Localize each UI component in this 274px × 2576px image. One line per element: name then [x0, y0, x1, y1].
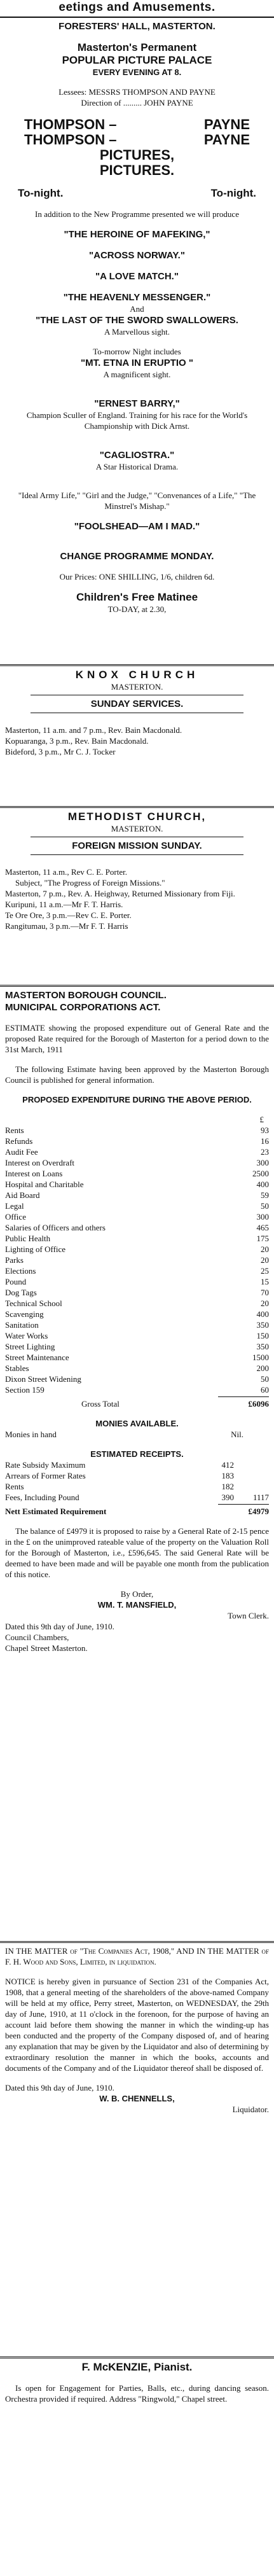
knox-line-1: Masterton, 11 a.m. and 7 p.m., Rev. Bain Macdonald. [5, 725, 182, 735]
programme-2: "ACROSS NORWAY." [89, 250, 185, 261]
expenditure-row [5, 1146, 269, 1157]
monies-label: Monies in hand [5, 1430, 57, 1439]
expenditure-item: Water Works [5, 1331, 48, 1340]
borough-para-2: The following Estimate having been approved by the Masterton Borough Council is published for general information. [5, 1064, 269, 1085]
borough-dated: Dated this 9th day of June, 1910. [5, 1622, 114, 1631]
prices: Our Prices: ONE SHILLING, 1/6, children 6d. [59, 572, 215, 581]
liquidator-name: W. B. CHENNELLS, [99, 2094, 175, 2103]
receipt-row [5, 1470, 269, 1481]
expenditure-amount: 23 [261, 1147, 269, 1157]
expenditure-amount: 20 [261, 1244, 269, 1254]
expenditure-item: Legal [5, 1201, 24, 1211]
expenditure-row [5, 1298, 269, 1309]
methodist-sub: FOREIGN MISSION SUNDAY. [72, 840, 202, 851]
companies-head: IN THE MATTER of "The Companies Act, 1908," AND IN THE MATTER of F. H. Wood and Sons, Limited, in liquidation. [5, 1946, 269, 1967]
expenditure-amount: 175 [256, 1234, 269, 1243]
methodist-line-4: Kuripuni, 11 a.m.—Mr F. T. Harris. [5, 900, 123, 909]
logo-left-top: THOMPSON – [24, 116, 117, 132]
expenditure-amount: 350 [256, 1342, 269, 1351]
programme-1: "THE HEROINE OF MAFEKING," [64, 229, 210, 240]
logo-pictures: PICTURES, [99, 147, 175, 163]
programme-4: "THE HEAVENLY MESSENGER." [63, 292, 211, 303]
clerk-name: WM. T. MANSFIELD, [97, 1600, 177, 1610]
expenditure-row [5, 1265, 269, 1276]
tonight-left: To-night. [18, 187, 64, 199]
matinee: Children's Free Matinee [76, 591, 198, 603]
expenditure-row [5, 1374, 269, 1384]
expenditure-item: Section 159 [5, 1385, 45, 1395]
programme-6: "MT. ETNA IN ERUPTIO " [80, 358, 193, 368]
expenditure-amount: 93 [261, 1125, 269, 1135]
liquidator-title: Liquidator. [232, 2105, 269, 2114]
direction: Direction of ......... JOHN PAYNE [81, 98, 193, 108]
knox-sub: SUNDAY SERVICES. [90, 699, 184, 709]
expenditure-item: Scavenging [5, 1309, 44, 1319]
expenditure-amount: 300 [256, 1158, 269, 1167]
borough-para-1-text: ESTIMATE showing the proposed expenditure out of General Rate and the proposed Rate required for the Borough of Masterton for a period down to the 31st March, 1911 [5, 1023, 269, 1054]
companies-body: NOTICE is hereby given in pursuance of Section 231 of the Companies Act, 1908, that a general meeting of the shareholders of the above-named Company will be held at my office, Perry street, Masterton, on WEDNESDAY, the 29th day of June, 1910, at 11 o'clock in the forenoon, for the purpose of having an account laid before them showing the manner in which the winding-up has been conducted and the property of the Company disposed of, and of hearing any explanation that may be given by the Liquidator and also of determining by extraordinary resolution the manner in which the books, accounts and documents of the Company and of the Liquidator thereof shall be disposed of. [5, 1977, 269, 2073]
receipt-total [234, 1470, 269, 1481]
net-value: £4979 [248, 1507, 269, 1516]
expenditure-amount: 59 [261, 1190, 269, 1200]
mckenzie-ad [0, 2358, 274, 2454]
council-street: Chapel Street Masterton. [5, 1643, 88, 1653]
intro: In addition to the New Programme presented we will produce [35, 209, 239, 219]
expenditure-row [5, 1125, 269, 1136]
receipt-amount: 412 [221, 1460, 234, 1470]
receipts-title: ESTIMATED RECEIPTS. [90, 1449, 184, 1459]
expenditure-amount: 25 [261, 1266, 269, 1276]
programme-10: "FOOLSHEAD—AM I MAD." [74, 521, 200, 532]
methodist-title: METHODIST CHURCH, [67, 811, 207, 823]
methodist-place: MASTERTON. [111, 824, 163, 833]
receipt-amount: 390 [221, 1493, 234, 1502]
expenditure-title: PROPOSED EXPENDITURE DURING THE ABOVE PERIOD. [22, 1095, 252, 1104]
gross-total-value: £6096 [248, 1399, 269, 1409]
mckenzie-title: F. McKENZIE, Pianist. [81, 2361, 193, 2373]
expenditure-row [5, 1190, 269, 1201]
logo-pictures-2: PICTURES. [99, 162, 175, 178]
receipt-total: 1117 [252, 1493, 269, 1502]
tonight-right: To-night. [210, 187, 256, 199]
section-header: eetings and Amusements. [0, 0, 274, 18]
borough-para-1 [5, 1022, 269, 1055]
matinee-when: TO-DAY, at 2.30, [107, 604, 167, 614]
currency-header: £ [259, 1115, 264, 1124]
knox-line-3: Bideford, 3 p.m., Mr C. J. Tocker [5, 747, 116, 756]
expenditure-item: Stables [5, 1363, 29, 1373]
expenditure-item: Refunds [5, 1136, 33, 1146]
expenditure-item: Interest on Overdraft [5, 1158, 75, 1167]
programme-3: "A LOVE MATCH." [95, 271, 179, 282]
monies-row [5, 1429, 269, 1440]
expenditure-item: Pound [5, 1277, 27, 1286]
expenditure-amount: 20 [261, 1255, 269, 1265]
companies-dated: Dated this 9th day of June, 1910. [5, 2083, 114, 2092]
expenditure-amount: 50 [261, 1201, 269, 1211]
expenditure-row [5, 1352, 269, 1363]
expenditure-item: Dixon Street Widening [5, 1374, 81, 1384]
expenditure-amount: 300 [256, 1212, 269, 1222]
receipt-item: Arrears of Former Rates [5, 1471, 86, 1480]
expenditure-row [5, 1211, 269, 1222]
logo-right-top: PAYNE [203, 116, 250, 132]
expenditure-item: Lighting of Office [5, 1244, 66, 1254]
expenditure-item: Hospital and Charitable [5, 1180, 84, 1189]
by-order: By Order, [120, 1589, 154, 1599]
borough-title: MASTERTON BOROUGH COUNCIL. [5, 990, 167, 1001]
expenditure-row [5, 1384, 269, 1395]
expenditure-table [5, 1125, 269, 1395]
expenditure-item: Street Lighting [5, 1342, 55, 1351]
receipt-item: Rate Subsidy Maximum [5, 1460, 86, 1470]
methodist-line-5: Te Ore Ore, 3 p.m.—Rev C. E. Porter. [5, 910, 132, 920]
expenditure-amount: 15 [261, 1277, 269, 1286]
gross-total-label: Gross Total [81, 1399, 120, 1409]
expenditure-row [5, 1201, 269, 1211]
knox-church-ad [0, 666, 274, 808]
receipt-row [5, 1459, 269, 1470]
expenditure-item: Sanitation [5, 1320, 39, 1330]
expenditure-amount: 350 [256, 1320, 269, 1330]
expenditure-item: Aid Board [5, 1190, 40, 1200]
knox-title: KNOX CHURCH [75, 669, 199, 681]
monies-value: Nil. [231, 1430, 243, 1439]
council-chambers: Council Chambers, [5, 1633, 69, 1642]
expenditure-item: Audit Fee [5, 1147, 38, 1157]
companies-act-notice [0, 1943, 274, 2358]
expenditure-item: Dog Tags [5, 1288, 37, 1297]
methodist-line-3: Masterton, 7 p.m., Rev. A. Heighway, Returned Missionary from Fiji. [5, 889, 235, 898]
hall-name: FORESTERS' HALL, MASTERTON. [58, 21, 216, 32]
receipt-total [234, 1459, 269, 1470]
expenditure-amount: 400 [256, 1309, 269, 1319]
expenditure-item: Elections [5, 1266, 36, 1276]
logo [5, 117, 269, 148]
programme-5: "THE LAST OF THE SWORD SWALLOWERS. [36, 315, 238, 326]
knox-place: MASTERTON. [111, 682, 163, 692]
expenditure-item: Technical School [5, 1298, 62, 1308]
borough-council-notice [0, 987, 274, 1943]
programme-8-note: A Star Historical Drama. [95, 462, 179, 471]
programme-7: "ERNEST BARRY," [94, 398, 180, 409]
mckenzie-body: Is open for Engagement for Parties, Balls, etc., during dancing season. Orchestra provided if required. Address "Ringwold," Chapel street. [5, 2383, 269, 2404]
receipt-amount: 183 [221, 1471, 234, 1480]
receipts-table [5, 1459, 269, 1503]
programme-5-note: A Marvellous sight. [104, 327, 170, 337]
methodist-line-2: Subject, "The Progress of Foreign Missions." [15, 878, 165, 888]
expenditure-item: Public Health [5, 1234, 51, 1243]
expenditure-item: Parks [5, 1255, 24, 1265]
expenditure-item: Salaries of Officers and others [5, 1223, 106, 1232]
expenditure-row [5, 1179, 269, 1190]
expenditure-amount: 150 [256, 1331, 269, 1340]
knox-line-2: Kopuaranga, 3 p.m., Rev. Bain Macdonald. [5, 736, 149, 746]
expenditure-row [5, 1136, 269, 1146]
programme-6-note: A magnificent sight. [103, 370, 171, 379]
ad-line-3: EVERY EVENING AT 8. [92, 67, 182, 77]
expenditure-row [5, 1309, 269, 1319]
receipt-total [234, 1481, 269, 1492]
ad-line-2: POPULAR PICTURE PALACE [62, 54, 212, 66]
expenditure-row [5, 1233, 269, 1244]
lessees: Lessees: MESSRS THOMPSON AND PAYNE [58, 87, 216, 97]
expenditure-row [5, 1287, 269, 1298]
net-label: Nett Estimated Requirement [5, 1507, 107, 1516]
logo-left-bottom: THOMPSON – [24, 132, 117, 148]
expenditure-amount: 70 [261, 1288, 269, 1297]
tomorrow-intro: To-morrow Night includes [93, 347, 181, 356]
tonight-row [5, 187, 269, 200]
expenditure-row [5, 1319, 269, 1330]
programme-7-note: Champion Sculler of England. Training for his race for the World's Championship with Dick Arnst. [26, 410, 248, 431]
expenditure-row [5, 1255, 269, 1265]
receipt-amount: 182 [221, 1482, 234, 1491]
expenditure-item: Office [5, 1212, 26, 1222]
expenditure-amount: 2500 [252, 1169, 269, 1178]
clerk-title: Town Clerk. [228, 1611, 269, 1620]
expenditure-amount: 50 [261, 1374, 269, 1384]
receipt-item: Rents [5, 1482, 24, 1491]
receipt-item: Fees, Including Pound [5, 1493, 79, 1502]
expenditure-row [5, 1244, 269, 1255]
net-row [5, 1506, 269, 1517]
expenditure-row [5, 1330, 269, 1341]
expenditure-amount: 465 [256, 1223, 269, 1232]
methodist-church-ad [0, 808, 274, 987]
programme-and: And [130, 304, 144, 314]
borough-para-3: The balance of £4979 it is proposed to raise by a General Rate of 2-15 pence in the £ on the unimproved rateable value of the property on the Valuation Roll for the Borough of Masterton, i.e., £596,645. The said General Rate will be deemed to have been made and will be payable one month from the publication of this notice. [5, 1526, 269, 1579]
borough-act: MUNICIPAL CORPORATIONS ACT. [5, 1002, 161, 1013]
expenditure-item: Interest on Loans [5, 1169, 63, 1178]
expenditure-row [5, 1341, 269, 1352]
methodist-line-1: Masterton, 11 a.m., Rev C. E. Porter. [5, 867, 127, 877]
expenditure-row [5, 1157, 269, 1168]
expenditure-amount: 60 [261, 1385, 269, 1395]
change-programme: CHANGE PROGRAMME MONDAY. [60, 551, 214, 562]
expenditure-amount: 16 [261, 1136, 269, 1146]
receipt-row [5, 1492, 269, 1503]
programme-9: "Ideal Army Life," "Girl and the Judge," "Convenances of a Life," "The Minstrel's Mishap." [18, 491, 256, 511]
expenditure-row [5, 1363, 269, 1374]
methodist-line-6: Rangitumau, 3 p.m.—Mr F. T. Harris [5, 921, 128, 931]
expenditure-item: Rents [5, 1125, 24, 1135]
expenditure-row [5, 1276, 269, 1287]
expenditure-amount: 1500 [252, 1353, 269, 1362]
monies-title: MONIES AVAILABLE. [95, 1419, 179, 1428]
expenditure-row [5, 1222, 269, 1233]
expenditure-item: Street Maintenance [5, 1353, 69, 1362]
logo-right-bottom: PAYNE [203, 132, 250, 148]
receipt-row [5, 1481, 269, 1492]
expenditure-amount: 20 [261, 1298, 269, 1308]
gross-total-row [5, 1398, 269, 1409]
ad-line-1: Masterton's Permanent [77, 41, 197, 53]
programme-8: "CAGLIOSTRA." [99, 450, 175, 461]
expenditure-row [5, 1168, 269, 1179]
expenditure-amount: 400 [256, 1180, 269, 1189]
foresters-hall-ad [0, 18, 274, 666]
expenditure-amount: 200 [256, 1363, 269, 1373]
